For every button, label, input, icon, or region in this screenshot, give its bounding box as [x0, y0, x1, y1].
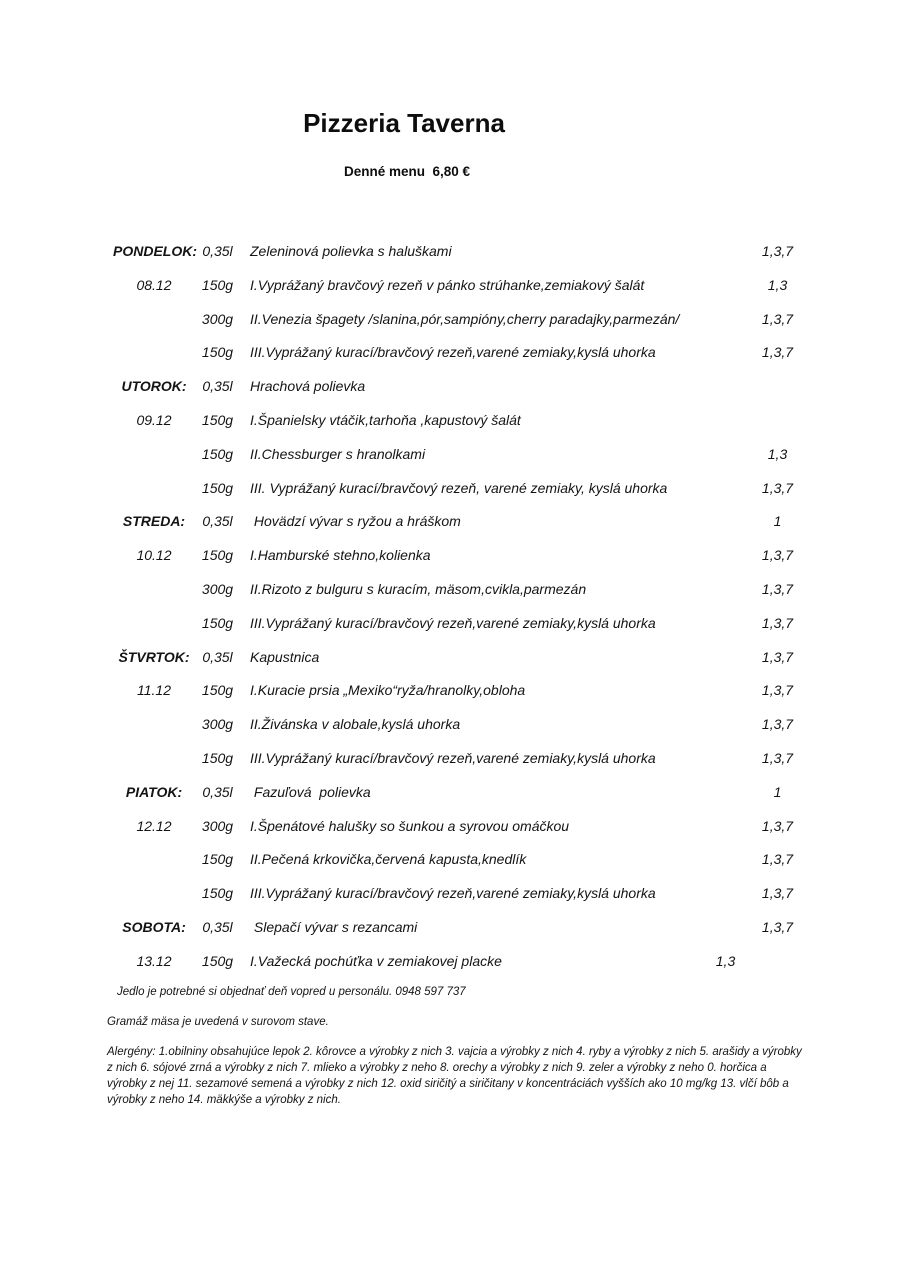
menu-allergens: 1,3,7 [761, 310, 794, 327]
menu-dish: Slepačí vývar s rezancami [250, 918, 418, 935]
menu-allergens: 1,3 [715, 952, 736, 969]
menu-allergens: 1,3,7 [761, 648, 794, 665]
menu-allergens: 1,3,7 [761, 918, 794, 935]
menu-allergens: 1,3,7 [761, 344, 794, 361]
menu-allergens: 1,3,7 [761, 749, 794, 766]
menu-portion: 150g [201, 952, 234, 969]
menu-row [113, 243, 815, 277]
menu-allergens: 1,3,7 [761, 243, 794, 259]
menu-dish: III.Vyprážaný kurací/bravčový rezeň,varené zemiaky,kyslá uhorka [250, 344, 656, 361]
menu-day-label: 09.12 [136, 411, 172, 428]
menu-row [113, 953, 815, 987]
menu-row [113, 615, 815, 649]
menu-portion: 0,35l [202, 783, 233, 800]
allergens-note: Alergény: 1.obilniny obsahujúce lepok 2. kôrovce a výrobky z nich 3. vajcia a výrobky z nich 4. ryby a výrobky z nich 5. arašidy a výrobky z nich 6. sójové zrná a výrobky z nich 7. mlieko a výrobky z neho 8. orechy a výrobky z nich 9. zeler a výrobky z neho 0. horčica a výrobky z nej 11. sezamové semená a výrobky z nich 12. oxid siričitý a siričitany v koncentráciách vyšších ako 10 mg/kg 13. vlčí bôb a výrobky z neho 14. mäkkýše a výrobky z nich. [107, 1046, 802, 1107]
menu-dish: Zeleninová polievka s haluškami [250, 243, 452, 259]
menu-portion: 150g [201, 479, 234, 496]
menu-portion: 300g [201, 716, 234, 733]
menu-portion: 150g [201, 614, 234, 631]
menu-portion: 0,35l [202, 378, 233, 395]
menu-row [113, 784, 815, 818]
menu-row [113, 446, 815, 480]
menu-day-label: PIATOK: [125, 783, 183, 800]
menu-table [113, 243, 815, 987]
menu-day-label: 13.12 [136, 952, 172, 969]
menu-portion: 150g [201, 547, 234, 564]
menu-row [113, 750, 815, 784]
menu-allergens: 1,3 [767, 276, 788, 293]
menu-dish: I.Španielsky vtáčik,tarhoňa ,kapustový šalát [250, 411, 521, 428]
menu-day-label: SOBOTA: [122, 918, 186, 935]
menu-row [113, 885, 815, 919]
menu-portion: 0,35l [202, 243, 233, 259]
menu-day-label: 11.12 [137, 682, 171, 699]
menu-dish: II.Živánska v alobale,kyslá uhorka [250, 716, 461, 733]
menu-dish: II.Rizoto z bulguru s kuracím, mäsom,cvikla,parmezán [250, 580, 587, 597]
menu-row [113, 311, 815, 345]
menu-row [113, 412, 815, 446]
menu-dish: II.Chessburger s hranolkami [250, 445, 426, 462]
menu-row [113, 547, 815, 581]
menu-day-label: UTOROK: [121, 378, 187, 395]
menu-portion: 0,35l [202, 648, 233, 665]
menu-day-label: STREDA: [122, 513, 186, 530]
menu-portion: 300g [201, 580, 234, 597]
menu-portion: 150g [201, 276, 234, 293]
order-note: Jedlo je potrebné si objednať deň vopred u personálu. 0948 597 737 [117, 986, 466, 998]
menu-allergens: 1,3,7 [761, 547, 794, 564]
menu-allergens: 1,3,7 [761, 479, 794, 496]
menu-portion: 150g [201, 851, 234, 868]
menu-dish: II.Venezia špagety /slanina,pór,sampióny,cherry paradajky,parmezán/ [250, 310, 680, 327]
page-title: Pizzeria Taverna [303, 108, 505, 138]
menu-row [113, 277, 815, 311]
menu-dish: III.Vyprážaný kurací/bravčový rezeň,varené zemiaky,kyslá uhorka [250, 885, 656, 902]
menu-dish: I.Špenátové halušky so šunkou a syrovou omáčkou [250, 817, 570, 834]
menu-price-subtitle: Denné menu 6,80 € [343, 164, 471, 179]
menu-row [113, 480, 815, 514]
menu-allergens: 1 [773, 513, 782, 530]
menu-dish: III.Vyprážaný kurací/bravčový rezeň,varené zemiaky,kyslá uhorka [250, 749, 656, 766]
menu-portion: 0,35l [202, 513, 233, 530]
menu-dish: I.Kuracie prsia „Mexiko“ryža/hranolky,obloha [250, 682, 526, 699]
menu-dish: Hrachová polievka [250, 378, 366, 395]
menu-day-label: 12.12 [136, 817, 172, 834]
weight-note: Gramáž mäsa je uvedená v surovom stave. [107, 1016, 329, 1028]
menu-row [113, 682, 815, 716]
menu-dish: III. Vyprážaný kurací/bravčový rezeň, varené zemiaky, kyslá uhorka [250, 479, 668, 496]
menu-row [113, 818, 815, 852]
menu-dish: Hovädzí vývar s ryžou a hráškom [250, 513, 461, 530]
menu-allergens: 1,3,7 [761, 614, 794, 631]
menu-row [113, 649, 815, 683]
menu-row [113, 919, 815, 953]
menu-allergens: 1,3,7 [761, 716, 794, 733]
menu-allergens: 1,3,7 [761, 580, 794, 597]
menu-portion: 150g [201, 445, 234, 462]
menu-dish: III.Vyprážaný kurací/bravčový rezeň,varené zemiaky,kyslá uhorka [250, 614, 656, 631]
menu-day-label: 08.12 [136, 276, 172, 293]
menu-row [113, 581, 815, 615]
menu-dish: I.Važecká pochúťka v zemiakovej placke [250, 952, 502, 969]
menu-dish: Kapustnica [250, 648, 320, 665]
menu-row [113, 344, 815, 378]
menu-row [113, 513, 815, 547]
menu-dish: II.Pečená krkovička,červená kapusta,knedlík [250, 851, 527, 868]
menu-dish: Fazuľová polievka [250, 783, 371, 800]
menu-dish: I.Vyprážaný bravčový rezeň v pánko strúhanke,zemiakový šalát [250, 276, 645, 293]
menu-portion: 150g [201, 682, 234, 699]
menu-portion: 0,35l [202, 918, 233, 935]
menu-portion: 150g [201, 749, 234, 766]
menu-row [113, 378, 815, 412]
menu-portion: 150g [201, 344, 234, 361]
menu-day-label: PONDELOK: [113, 243, 197, 259]
menu-row [113, 851, 815, 885]
menu-portion: 150g [201, 885, 234, 902]
menu-day-label: 10.12 [136, 547, 172, 564]
menu-allergens: 1,3 [767, 445, 788, 462]
menu-portion: 300g [201, 817, 234, 834]
menu-allergens: 1,3,7 [761, 851, 794, 868]
menu-day-label: ŠTVRTOK: [118, 648, 190, 665]
menu-allergens: 1 [773, 783, 782, 800]
menu-allergens: 1,3,7 [761, 817, 794, 834]
menu-allergens: 1,3,7 [761, 682, 794, 699]
menu-dish: I.Hamburské stehno,kolienka [250, 547, 431, 564]
menu-row [113, 716, 815, 750]
menu-portion: 300g [201, 310, 234, 327]
menu-allergens: 1,3,7 [761, 885, 794, 902]
menu-portion: 150g [201, 411, 234, 428]
